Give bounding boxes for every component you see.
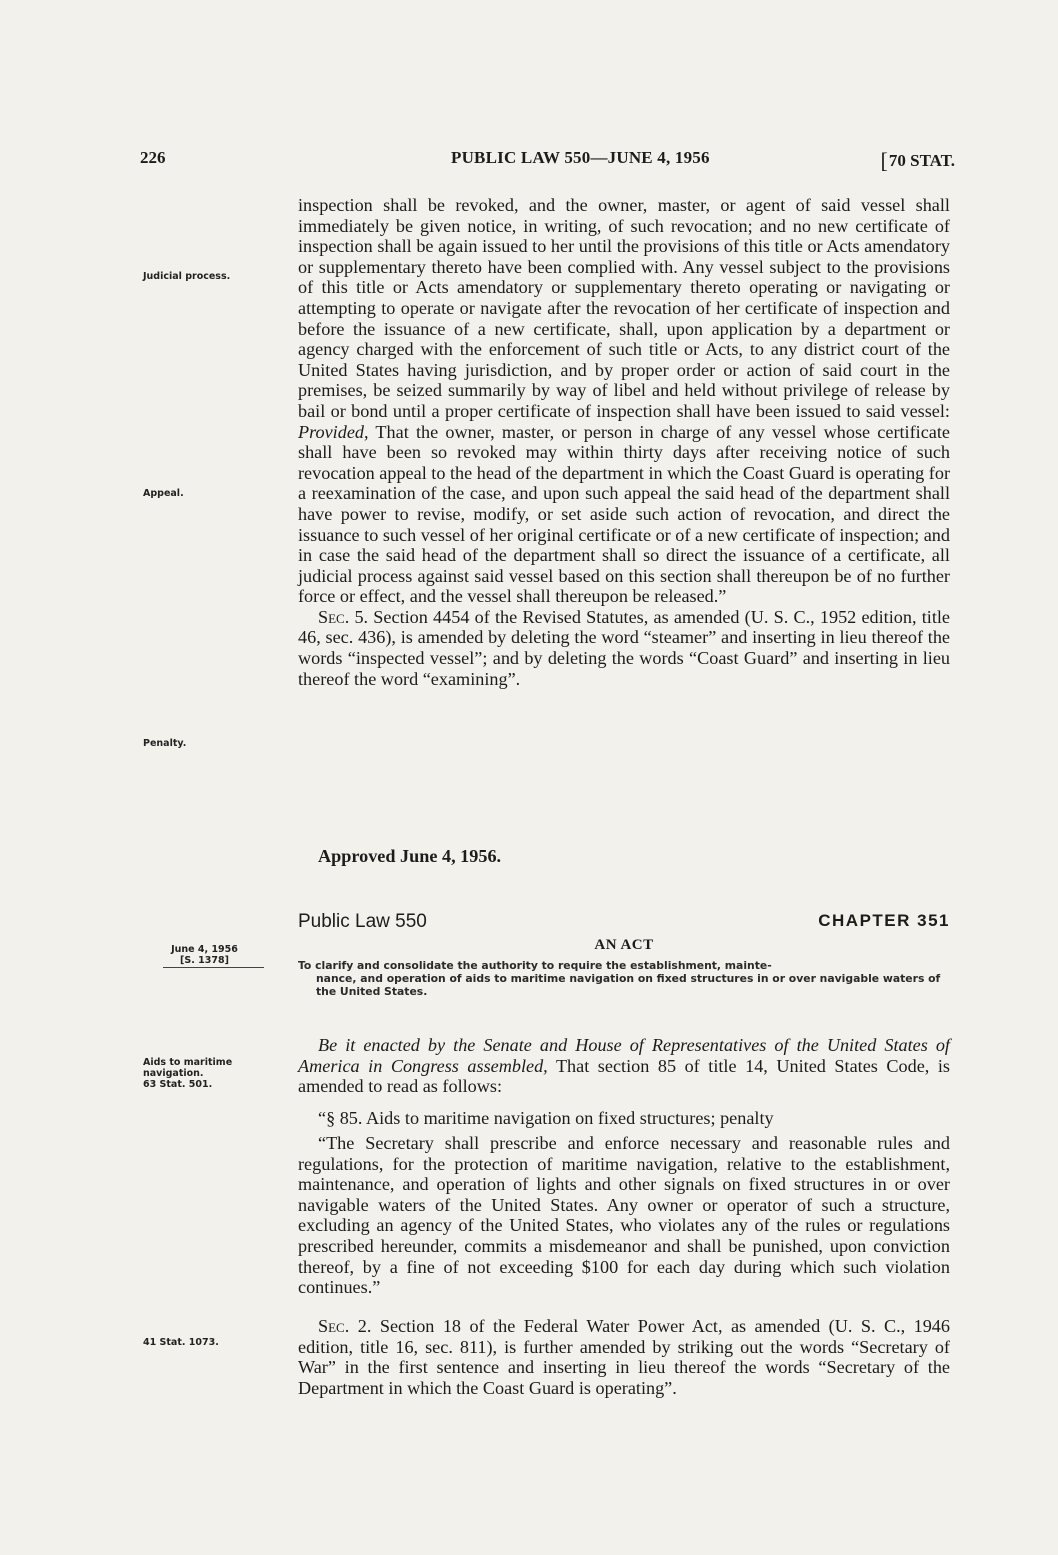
stat-reference (881, 148, 955, 174)
section-2-label: Sec. 2. (318, 1316, 372, 1336)
section-2-text: Section 18 of the Federal Water Power Act, as amended (U. S. C., 1946 edition, title 16, sec. 811), is further amended by striking out the words “Secretary of War” in the first sentence and inserting in lieu thereof the words “Secretary of the Department in which the Coast Guard is operating”. (298, 1316, 950, 1398)
margin-note-aids-1: Aids to maritime (143, 1057, 233, 1068)
approved-date: Approved June 4, 1956. (318, 846, 502, 866)
an-act-heading: AN ACT (594, 937, 654, 953)
margin-note-date: June 4, 1956 (171, 944, 238, 955)
margin-note-aids-3: 63 Stat. 501. (143, 1079, 213, 1090)
section-5-label: Sec. 5. (318, 606, 369, 627)
enacting-clause-text: That section 85 of title 14, United States Code, is amended to read as follows: (298, 1055, 950, 1097)
page-number: 226 (140, 148, 166, 167)
stat-label: 70 STAT. (888, 151, 955, 170)
margin-note-penalty: Penalty. (143, 738, 187, 749)
section-5 (298, 607, 950, 689)
section-85-heading: “§ 85. Aids to maritime navigation on fixed structures; penalty (318, 1108, 774, 1128)
running-head (140, 148, 955, 176)
enacting-clause (298, 1035, 950, 1097)
purpose-continuation: nance, and operation of aids to maritime navigation on fixed structures in or over navigable waters of the United States. (316, 972, 941, 998)
provided-word: Provided (298, 421, 364, 442)
paragraph-revocation: inspection shall be revoked, and the owner, master, or agent of said vessel shall immediately be given notice, in writing, of such revocation; and no new certificate of inspection shall be again issued to her until the provisions of this title or Acts amendatory or supplementary thereto have been complied with. Any vessel subject to the provisions of this title or Acts amendatory or supplementary thereto operating or navigating or attempting to operate or navigate after the revocation of her certificate of inspection and before the issuance of a new certificate, shall, upon application by a department or agency charged with the enforcement of such title or Acts, to any district court of the United States having jurisdiction, and by proper order or action of said court in the premises, be seized summarily by way of libel and held without privilege of release by bail or bond until a proper certificate of inspection shall have been issued to said vessel: (298, 195, 950, 421)
public-law-heading (298, 911, 950, 935)
paragraph-appeal: , That the owner, master, or person in charge of any vessel whose certificate shall have been so revoked may within thirty days after receiving notice of such revocation appeal to the head of the department in which the Coast Guard is operating for a reexamination of the case, and upon such appeal the said head of the department shall have power to revise, modify, or set aside such action of revocation, and direct the issuance to such vessel of her original certificate or of a new certificate of inspection; and in case the said head of the department shall so direct the issuance of a certificate, all judicial process against said vessel based on this section shall thereupon be of no further force or effect, and the vessel shall thereupon be released.” (298, 421, 951, 607)
public-law-number: Public Law 550 (298, 911, 427, 932)
enacting-clause-italic: Be it enacted by the Senate and House of Representatives of the United States of America in Congress assembled, (298, 1035, 950, 1076)
margin-note-bill: [S. 1378] (180, 955, 229, 966)
body-text-main (298, 195, 950, 689)
margin-note-aids-2: navigation. (143, 1068, 204, 1079)
section-85-text: “The Secretary shall prescribe and enforce necessary and reasonable rules and regulations, for the protection of maritime navigation, relative to the establishment, maintenance, and operation of lights and other signals on fixed structures in or over navigable waters of the United States. Any owner or operator of such a structure, excluding an agency of the United States, who violates any of the rules or regulations prescribed hereunder, commits a misdemeanor and shall be punished, upon conviction thereof, by a fine of not exceeding $100 for each day during which such violation continues.” (298, 1133, 950, 1298)
margin-note-appeal: Appeal. (143, 488, 184, 499)
margin-note-judicial: Judicial process. (143, 271, 231, 282)
purpose-first-line: To clarify and consolidate the authority to require the establishment, mainte- (298, 959, 772, 972)
act-purpose (298, 959, 950, 998)
stat-bracket: [ (880, 148, 888, 173)
margin-note-41-stat: 41 Stat. 1073. (143, 1337, 219, 1348)
section-5-text: Section 4454 of the Revised Statutes, as amended (U. S. C., 1952 edition, title 46, sec. 436), is amended by deleting the word “steamer” and inserting in lieu thereof the words “inspected vessel”; and by deleting the words “Coast Guard” and inserting in lieu thereof the word “examining”. (298, 606, 950, 689)
chapter-number: CHAPTER 351 (818, 911, 950, 930)
header-title: PUBLIC LAW 550—JUNE 4, 1956 (451, 148, 710, 167)
section-2 (298, 1316, 950, 1398)
margin-rule (163, 967, 264, 968)
